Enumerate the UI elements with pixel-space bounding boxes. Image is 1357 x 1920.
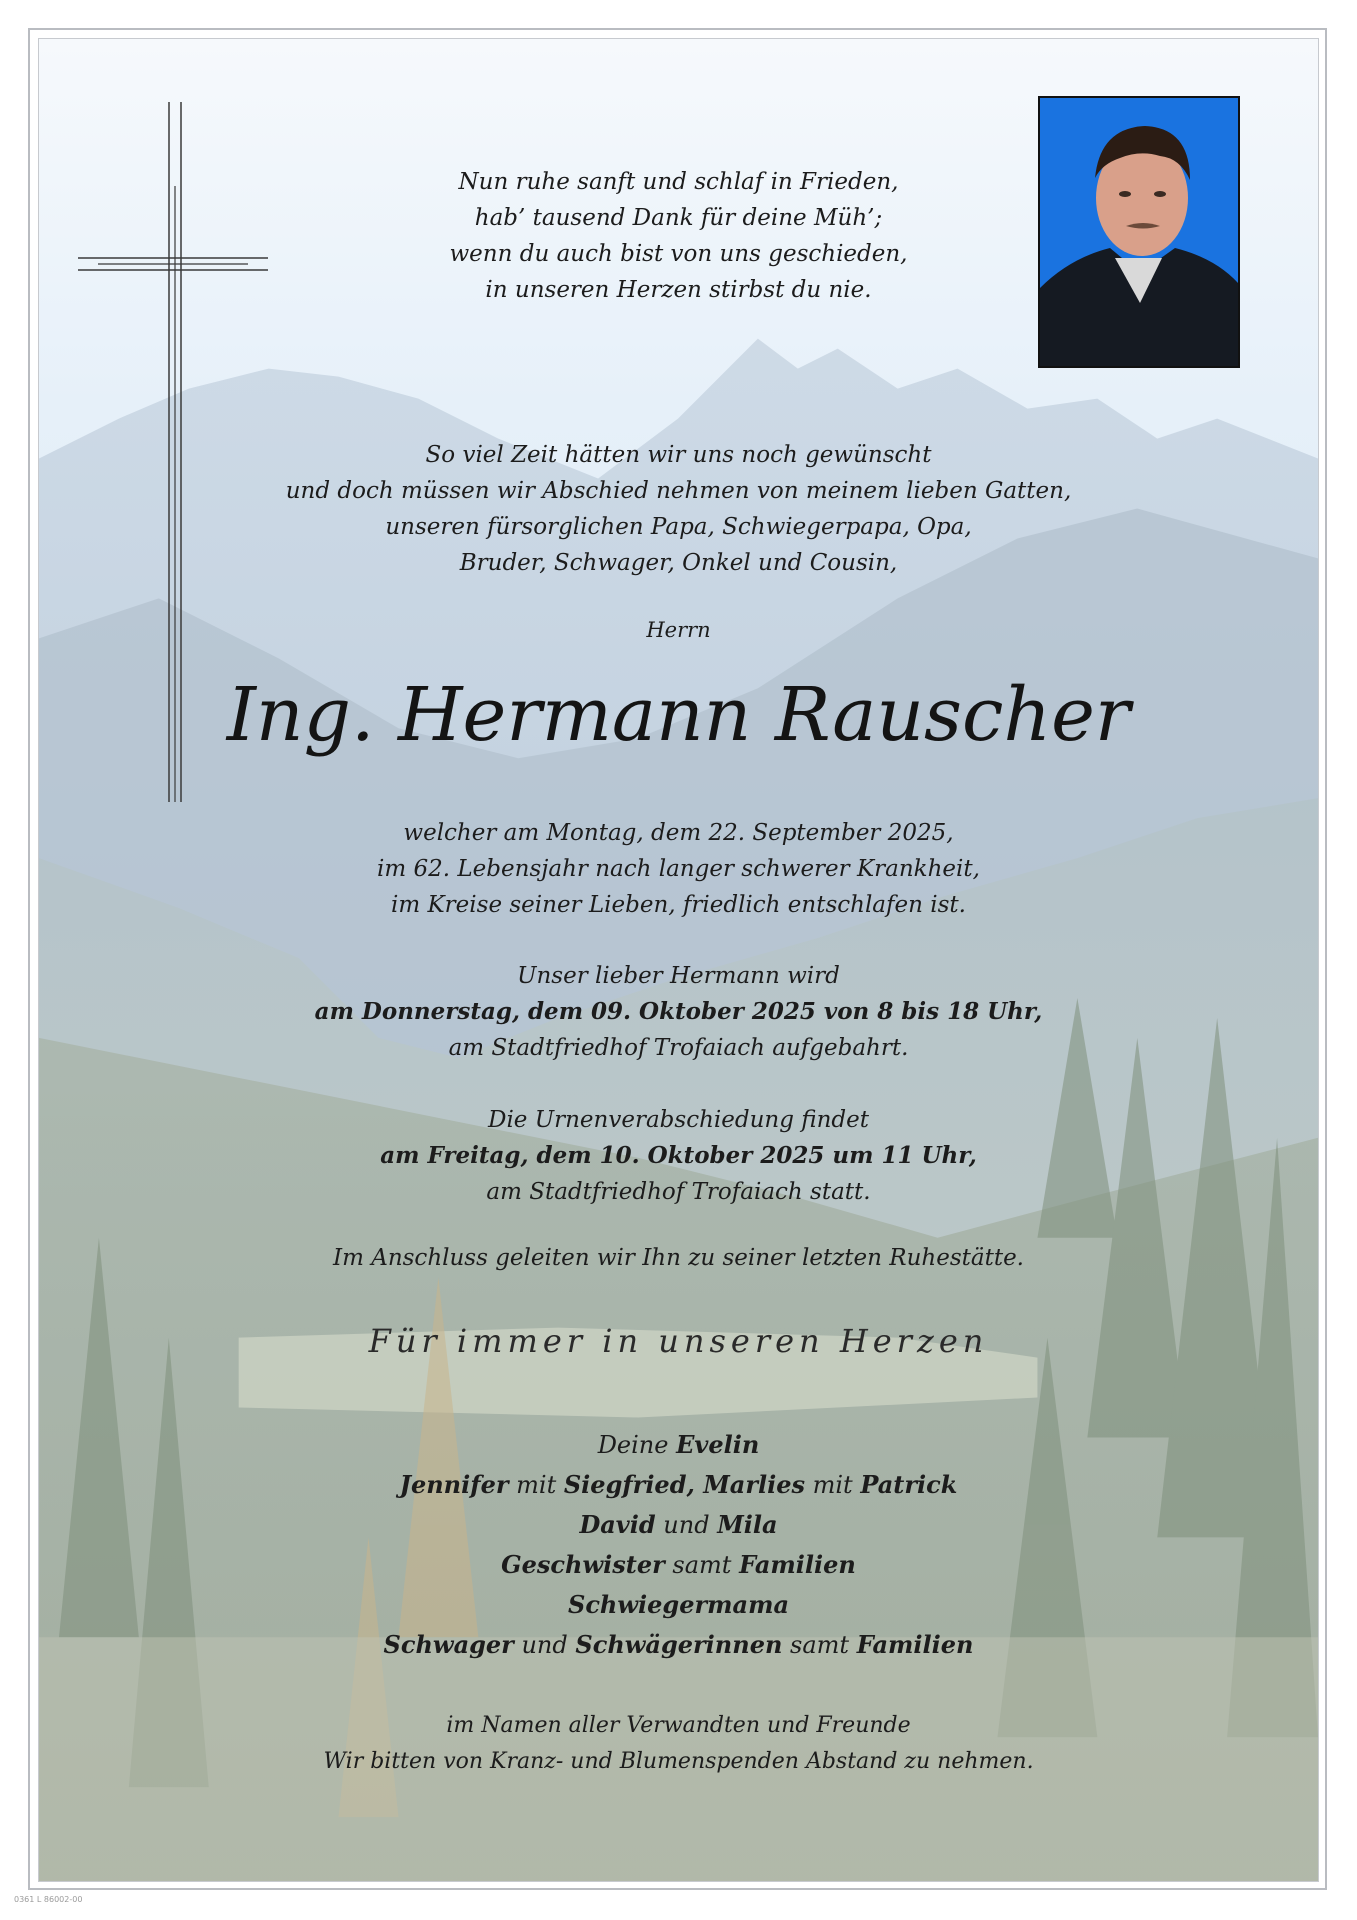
deceased-name: Ing. Hermann Rauscher [226, 672, 1131, 758]
closing-text: Im Anschluss geleiten wir Ihn zu seiner letzten Ruhestätte. [333, 1245, 1024, 1271]
family-line: David und Mila [579, 1510, 778, 1539]
viewing-date: am Donnerstag, dem 09. Oktober 2025 von 8 bis 18 Uhr, [314, 998, 1043, 1025]
family-list [0, 1425, 1357, 1665]
viewing-info [0, 958, 1357, 1066]
motto: Für immer in unseren Herzen [368, 1322, 989, 1360]
intro-line: So viel Zeit hätten wir uns noch gewünscht [425, 442, 932, 468]
ceremony-info [0, 1102, 1357, 1210]
family-line: Schwager und Schwägerinnen samt Familien [383, 1630, 974, 1659]
poem-line: in unseren Herzen stirbst du nie. [485, 277, 872, 303]
footer-text [0, 1708, 1357, 1780]
intro-text [0, 437, 1357, 581]
poem-line: wenn du auch bist von uns geschieden, [449, 241, 908, 267]
family-line: Geschwister samt Familien [501, 1550, 856, 1579]
death-line: welcher am Montag, dem 22. September 2025, [403, 820, 954, 846]
poem-line: Nun ruhe sanft und schlaf in Frieden, [458, 169, 899, 195]
death-line: im 62. Lebensjahr nach langer schwerer Krankheit, [377, 856, 980, 882]
memorial-poem [0, 164, 1357, 308]
footer-line: Wir bitten von Kranz- und Blumenspenden Abstand zu nehmen. [323, 1749, 1034, 1774]
viewing-line: Unser lieber Hermann wird [517, 963, 840, 989]
footer-line: im Namen aller Verwandten und Freunde [446, 1713, 911, 1738]
print-mark: 0361 L 86002-00 [14, 1895, 83, 1904]
family-line: Schwiegermama [567, 1590, 790, 1619]
ceremony-date: am Freitag, dem 10. Oktober 2025 um 11 Uhr, [380, 1142, 977, 1169]
death-notice [0, 815, 1357, 923]
ceremony-location: am Stadtfriedhof Trofaiach statt. [486, 1179, 871, 1205]
ceremony-line: Die Urnenverabschiedung findet [488, 1107, 869, 1133]
viewing-location: am Stadtfriedhof Trofaiach aufgebahrt. [448, 1035, 909, 1061]
intro-line: Bruder, Schwager, Onkel und Cousin, [459, 550, 898, 576]
family-line: Jennifer mit Siegfried, Marlies mit Patrick [399, 1470, 958, 1499]
intro-line: unseren fürsorglichen Papa, Schwiegerpapa, Opa, [385, 514, 972, 540]
intro-line: und doch müssen wir Abschied nehmen von meinem lieben Gatten, [285, 478, 1072, 504]
death-line: im Kreise seiner Lieben, friedlich entschlafen ist. [391, 892, 966, 918]
family-line: Deine Evelin [597, 1430, 760, 1459]
salutation: Herrn [646, 618, 711, 642]
poem-line: hab’ tausend Dank für deine Müh’; [474, 205, 883, 231]
